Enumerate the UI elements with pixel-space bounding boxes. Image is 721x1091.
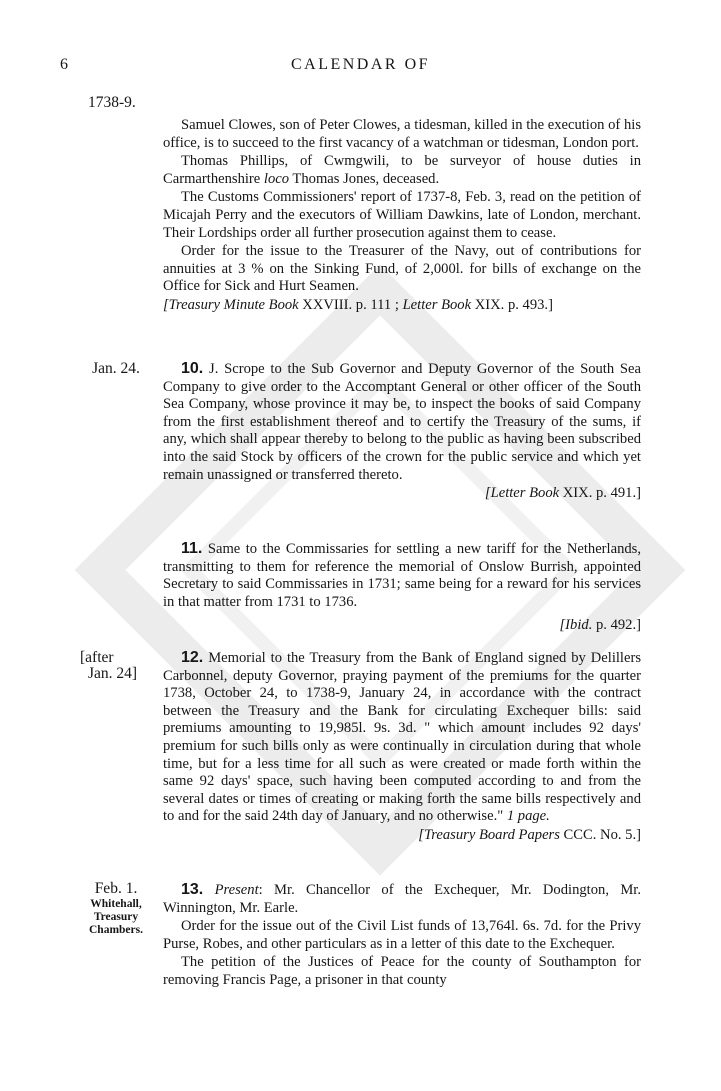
- paragraph-civil-list-order: Order for the issue out of the Civil List funds of 13,764l. 6s. 7d. for the Privy Purse, Robes, and other particulars as in a letter of this date to the Exchequer.: [163, 918, 641, 952]
- entry-number: 10.: [181, 360, 204, 377]
- entry-11-body: 11. Same to the Commissaries for settling a new tariff for the Netherlands, transmitting to them for reference the memorial of Onslow Burrish, appointed Secretary to said Commissaries in 1731; same being for a reward for his services in that matter from 1731 to 1736.: [163, 540, 641, 610]
- entry-9-continuation: [163, 117, 641, 316]
- entry-number: 11.: [181, 540, 203, 557]
- reference-citation: [Treasury Board Papers CCC. No. 5.]: [418, 826, 641, 843]
- page-header: [60, 56, 661, 80]
- entry-10-body: 10. J. Scrope to the Sub Governor and Deputy Governor of the South Sea Company to give order to the Accomptant General or other officer of the South Sea Company, whose province it may be, to inspect the books of said Company from the first establishment thereof and to certify the Treasury of the sums, if any, which shall appear thereby to belong to the public as having been subscribed into the said Stock by officers of the crown for the public service and which yet remain unassigned or transferred thereto.: [163, 360, 641, 483]
- entry-10: [163, 360, 641, 504]
- running-title: CALENDAR OF: [290, 56, 431, 73]
- entry-12-body: 12. Memorial to the Treasury from the Bank of England signed by Delillers Carbonnel, deputy Governor, praying payment of the premiums for the quarter 1738, October 24, to 1738-9, January 24, in accordance with the contract between the Treasury and the Bank for circulating Exchequer bills: said premiums amounting to 19,985l. 9s. 3d. " which amount includes 92 days' premium for such bills only as were continually in circulation during that whole time, but for a less time for all such as were created or made forth within the same 92 days' space, such having been computed according to and from the several dates or times of creating or making forth the same bills respectively and to and for the said 24th day of January, and no otherwise." 1 page.: [163, 649, 641, 825]
- entry-13-body: 13. Present: Mr. Chancellor of the Exchequer, Mr. Dodington, Mr. Winnington, Mr. Earle.: [163, 881, 641, 916]
- paragraph-navy-order: Order for the issue to the Treasurer of the Navy, out of contributions for annuities at 3 % on the Sinking Fund, of 2,000l. for bills of exchange on the Office for Sick and Hurt Seamen.: [163, 243, 641, 295]
- paragraph-customs-report: The Customs Commissioners' report of 1737-8, Feb. 3, read on the petition of Micajah Perry and the executors of William Dawkins, late of London, merchant. Their Lordships order all further prosecution against them to cease.: [163, 189, 641, 241]
- entry-13: [163, 881, 641, 991]
- entry-number: 13.: [181, 881, 204, 898]
- paragraph-southampton-petition: The petition of the Justices of Peace for the county of Southampton for removing Francis Page, a prisoner in that county: [163, 954, 641, 988]
- entry-10-date: Jan. 24.: [92, 360, 140, 377]
- reference-citation: [Ibid. p. 492.]: [559, 617, 641, 634]
- entry-11: [163, 540, 641, 636]
- paragraph-clowes: Samuel Clowes, son of Peter Clowes, a tidesman, killed in the execution of his office, is to succeed to the first vacancy of a watchman or tidesman, London port.: [163, 117, 641, 151]
- page-number: 6: [60, 56, 68, 73]
- reference-citation: [Letter Book XIX. p. 491.]: [484, 485, 641, 502]
- entry-number: 12.: [181, 649, 204, 666]
- entry-13-date: Feb. 1. Whitehall, Treasury Chambers.: [89, 880, 143, 936]
- reference-citation: [Treasury Minute Book XXVIII. p. 111 ; Letter Book XIX. p. 493.]: [163, 296, 553, 313]
- entry-12: [163, 649, 641, 846]
- entry-12-date: [after Jan. 24]: [80, 649, 138, 682]
- paragraph-phillips: Thomas Phillips, of Cwmgwili, to be surveyor of house duties in Carmarthenshire loco Thomas Jones, deceased.: [163, 153, 641, 187]
- year-marginal: 1738-9.: [88, 94, 136, 111]
